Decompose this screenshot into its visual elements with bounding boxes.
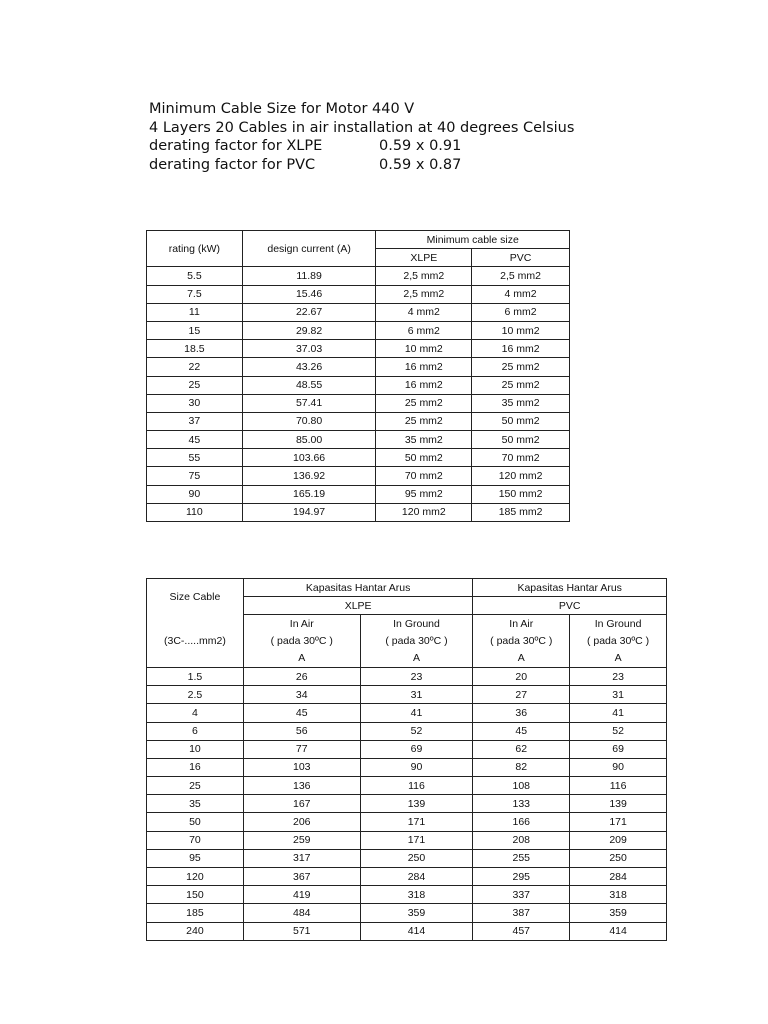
table-cell: 16 xyxy=(147,758,244,776)
table-cell: 206 xyxy=(243,813,360,831)
table-row xyxy=(147,740,667,758)
table-cell: 25 mm2 xyxy=(472,358,570,376)
table-cell: 35 mm2 xyxy=(472,394,570,412)
table-cell: 90 xyxy=(570,758,667,776)
table-cell: 45 xyxy=(473,722,570,740)
table-cell: 30 xyxy=(147,394,243,412)
table-cell: 167 xyxy=(243,795,360,813)
table-cell: 166 xyxy=(473,813,570,831)
table-cell: 25 mm2 xyxy=(472,376,570,394)
table-cell: 20 xyxy=(473,667,570,685)
derating-pvc xyxy=(149,156,574,175)
table-row xyxy=(147,431,570,449)
table-cell: 2.5 xyxy=(147,686,244,704)
table1-body xyxy=(147,267,570,522)
table-cell: 95 xyxy=(147,849,244,867)
header-xlpe: XLPE xyxy=(376,249,472,267)
table-cell: 150 xyxy=(147,886,244,904)
header-size-blank xyxy=(147,615,244,633)
table-row xyxy=(147,449,570,467)
table-cell: 337 xyxy=(473,886,570,904)
header-kha-xlpe: Kapasitas Hantar Arus xyxy=(243,579,472,597)
table-cell: 120 mm2 xyxy=(472,467,570,485)
header-temp: ( pada 30ºC ) xyxy=(243,633,360,650)
table-cell: 103.66 xyxy=(242,449,376,467)
table-cell: 62 xyxy=(473,740,570,758)
header-pvc: PVC xyxy=(472,249,570,267)
table-cell: 10 xyxy=(147,740,244,758)
table-cell: 41 xyxy=(360,704,473,722)
table-cell: 484 xyxy=(243,904,360,922)
table-cell: 194.97 xyxy=(242,503,376,521)
table-cell: 16 mm2 xyxy=(376,376,472,394)
header-xlpe: XLPE xyxy=(243,597,472,615)
table-cell: 5.5 xyxy=(147,267,243,285)
derating-pvc-value: 0.59 x 0.87 xyxy=(379,156,462,173)
table-cell: 26 xyxy=(243,667,360,685)
table-cell: 52 xyxy=(570,722,667,740)
table-cell: 116 xyxy=(360,777,473,795)
header-temp: ( pada 30ºC ) xyxy=(473,633,570,650)
table-cell: 295 xyxy=(473,868,570,886)
table-row xyxy=(147,813,667,831)
table-cell: 1.5 xyxy=(147,667,244,685)
derating-xlpe-label: derating factor for XLPE xyxy=(149,138,323,154)
table-cell: 136.92 xyxy=(242,467,376,485)
table-row xyxy=(147,904,667,922)
table-row xyxy=(147,704,667,722)
table-row xyxy=(147,285,570,303)
table-cell: 284 xyxy=(360,868,473,886)
table-row xyxy=(147,722,667,740)
table-cell: 56 xyxy=(243,722,360,740)
table-row xyxy=(147,886,667,904)
table-cell: 414 xyxy=(570,922,667,940)
table-cell: 25 mm2 xyxy=(376,412,472,430)
table-cell: 171 xyxy=(360,813,473,831)
table-cell: 457 xyxy=(473,922,570,940)
table-cell: 10 mm2 xyxy=(472,321,570,339)
header-unit: A xyxy=(243,650,360,668)
table-cell: 359 xyxy=(360,904,473,922)
header-unit: A xyxy=(570,650,667,668)
table-cell: 250 xyxy=(360,849,473,867)
current-capacity-table xyxy=(146,578,667,941)
table-cell: 2,5 mm2 xyxy=(472,267,570,285)
table-cell: 110 xyxy=(147,503,243,521)
table-cell: 139 xyxy=(360,795,473,813)
table-cell: 185 mm2 xyxy=(472,503,570,521)
header-temp: ( pada 30ºC ) xyxy=(360,633,473,650)
table-cell: 31 xyxy=(360,686,473,704)
table-cell: 171 xyxy=(570,813,667,831)
table-cell: 25 xyxy=(147,376,243,394)
table-cell: 85.00 xyxy=(242,431,376,449)
table-cell: 367 xyxy=(243,868,360,886)
table-cell: 16 mm2 xyxy=(376,358,472,376)
table-row xyxy=(147,467,570,485)
table-row xyxy=(147,922,667,940)
heading-subtitle: 4 Layers 20 Cables in air installation at 40 degrees Celsius xyxy=(149,119,575,136)
table-row xyxy=(147,412,570,430)
table-cell: 70 mm2 xyxy=(376,467,472,485)
table-cell: 165.19 xyxy=(242,485,376,503)
table-cell: 50 mm2 xyxy=(376,449,472,467)
table-cell: 171 xyxy=(360,831,473,849)
table-cell: 4 mm2 xyxy=(472,285,570,303)
header-size-blank xyxy=(147,650,244,668)
table-row xyxy=(147,831,667,849)
table-row xyxy=(147,394,570,412)
table-cell: 55 xyxy=(147,449,243,467)
table-row xyxy=(147,795,667,813)
table-row xyxy=(147,868,667,886)
table-row xyxy=(147,758,667,776)
table-cell: 4 xyxy=(147,704,244,722)
table-cell: 50 mm2 xyxy=(472,412,570,430)
table-cell: 209 xyxy=(570,831,667,849)
table-row xyxy=(147,267,570,285)
table-cell: 11 xyxy=(147,303,243,321)
table-cell: 419 xyxy=(243,886,360,904)
table-cell: 18.5 xyxy=(147,340,243,358)
table-cell: 29.82 xyxy=(242,321,376,339)
header-rating: rating (kW) xyxy=(147,231,243,267)
table-cell: 25 mm2 xyxy=(376,394,472,412)
table-cell: 41 xyxy=(570,704,667,722)
table-cell: 50 mm2 xyxy=(472,431,570,449)
table-cell: 48.55 xyxy=(242,376,376,394)
header-unit: A xyxy=(473,650,570,668)
table-cell: 35 mm2 xyxy=(376,431,472,449)
table-cell: 15 xyxy=(147,321,243,339)
table-cell: 82 xyxy=(473,758,570,776)
table-cell: 4 mm2 xyxy=(376,303,472,321)
table-cell: 317 xyxy=(243,849,360,867)
table-cell: 69 xyxy=(360,740,473,758)
header-pvc-in-air: In Air xyxy=(473,615,570,633)
table-cell: 6 xyxy=(147,722,244,740)
table-cell: 318 xyxy=(360,886,473,904)
table-cell: 15.46 xyxy=(242,285,376,303)
table-row xyxy=(147,340,570,358)
derating-pvc-label: derating factor for PVC xyxy=(149,156,316,173)
table-cell: 255 xyxy=(473,849,570,867)
table-cell: 259 xyxy=(243,831,360,849)
table-cell: 45 xyxy=(147,431,243,449)
table-cell: 57.41 xyxy=(242,394,376,412)
header-size-unit: (3C-.....mm2) xyxy=(147,633,244,650)
table-cell: 7.5 xyxy=(147,285,243,303)
table-cell: 36 xyxy=(473,704,570,722)
table-cell: 120 xyxy=(147,868,244,886)
table-cell: 50 xyxy=(147,813,244,831)
table-cell: 77 xyxy=(243,740,360,758)
table-row xyxy=(147,667,667,685)
table-cell: 23 xyxy=(570,667,667,685)
table-cell: 45 xyxy=(243,704,360,722)
table-cell: 116 xyxy=(570,777,667,795)
table-row xyxy=(147,777,667,795)
table-cell: 133 xyxy=(473,795,570,813)
header-xlpe-in-ground: In Ground xyxy=(360,615,473,633)
table-cell: 414 xyxy=(360,922,473,940)
table-cell: 37 xyxy=(147,412,243,430)
table-row xyxy=(147,485,570,503)
table-cell: 70 mm2 xyxy=(472,449,570,467)
table-cell: 387 xyxy=(473,904,570,922)
table-cell: 22 xyxy=(147,358,243,376)
table-cell: 240 xyxy=(147,922,244,940)
header-pvc: PVC xyxy=(473,597,667,615)
header-pvc-in-ground: In Ground xyxy=(570,615,667,633)
table-cell: 70 xyxy=(147,831,244,849)
table-cell: 185 xyxy=(147,904,244,922)
derating-xlpe xyxy=(149,137,574,156)
table-cell: 10 mm2 xyxy=(376,340,472,358)
heading-title: Minimum Cable Size for Motor 440 V xyxy=(149,101,415,117)
header-size-cable: Size Cable xyxy=(147,579,244,615)
table-cell: 25 xyxy=(147,777,244,795)
table-cell: 34 xyxy=(243,686,360,704)
table-cell: 250 xyxy=(570,849,667,867)
table-cell: 52 xyxy=(360,722,473,740)
table-cell: 43.26 xyxy=(242,358,376,376)
header-min-cable-size: Minimum cable size xyxy=(376,231,570,249)
table-row xyxy=(147,376,570,394)
table-cell: 359 xyxy=(570,904,667,922)
table-cell: 2,5 mm2 xyxy=(376,285,472,303)
table-cell: 23 xyxy=(360,667,473,685)
table-cell: 75 xyxy=(147,467,243,485)
table-row xyxy=(147,686,667,704)
table-cell: 571 xyxy=(243,922,360,940)
table-cell: 2,5 mm2 xyxy=(376,267,472,285)
min-cable-size-table xyxy=(146,230,570,522)
table-cell: 6 mm2 xyxy=(376,321,472,339)
table-row xyxy=(147,358,570,376)
table-cell: 16 mm2 xyxy=(472,340,570,358)
header-design-current: design current (A) xyxy=(242,231,376,267)
table-row xyxy=(147,321,570,339)
table-cell: 284 xyxy=(570,868,667,886)
derating-xlpe-value: 0.59 x 0.91 xyxy=(379,138,462,154)
header-temp: ( pada 30ºC ) xyxy=(570,633,667,650)
table-cell: 90 xyxy=(147,485,243,503)
heading-block xyxy=(149,100,574,174)
header-kha-pvc: Kapasitas Hantar Arus xyxy=(473,579,667,597)
table-cell: 150 mm2 xyxy=(472,485,570,503)
table-cell: 90 xyxy=(360,758,473,776)
table-cell: 208 xyxy=(473,831,570,849)
table-row xyxy=(147,503,570,521)
table-cell: 108 xyxy=(473,777,570,795)
table-cell: 37.03 xyxy=(242,340,376,358)
table-cell: 70.80 xyxy=(242,412,376,430)
table-cell: 103 xyxy=(243,758,360,776)
table-cell: 95 mm2 xyxy=(376,485,472,503)
table-row xyxy=(147,849,667,867)
table-cell: 318 xyxy=(570,886,667,904)
table2-body xyxy=(147,667,667,940)
table-cell: 22.67 xyxy=(242,303,376,321)
header-unit: A xyxy=(360,650,473,668)
table-cell: 120 mm2 xyxy=(376,503,472,521)
table-cell: 35 xyxy=(147,795,244,813)
table-cell: 27 xyxy=(473,686,570,704)
header-xlpe-in-air: In Air xyxy=(243,615,360,633)
table-cell: 11.89 xyxy=(242,267,376,285)
table-cell: 6 mm2 xyxy=(472,303,570,321)
table-cell: 31 xyxy=(570,686,667,704)
table-row xyxy=(147,303,570,321)
table-cell: 69 xyxy=(570,740,667,758)
table-cell: 136 xyxy=(243,777,360,795)
table-cell: 139 xyxy=(570,795,667,813)
